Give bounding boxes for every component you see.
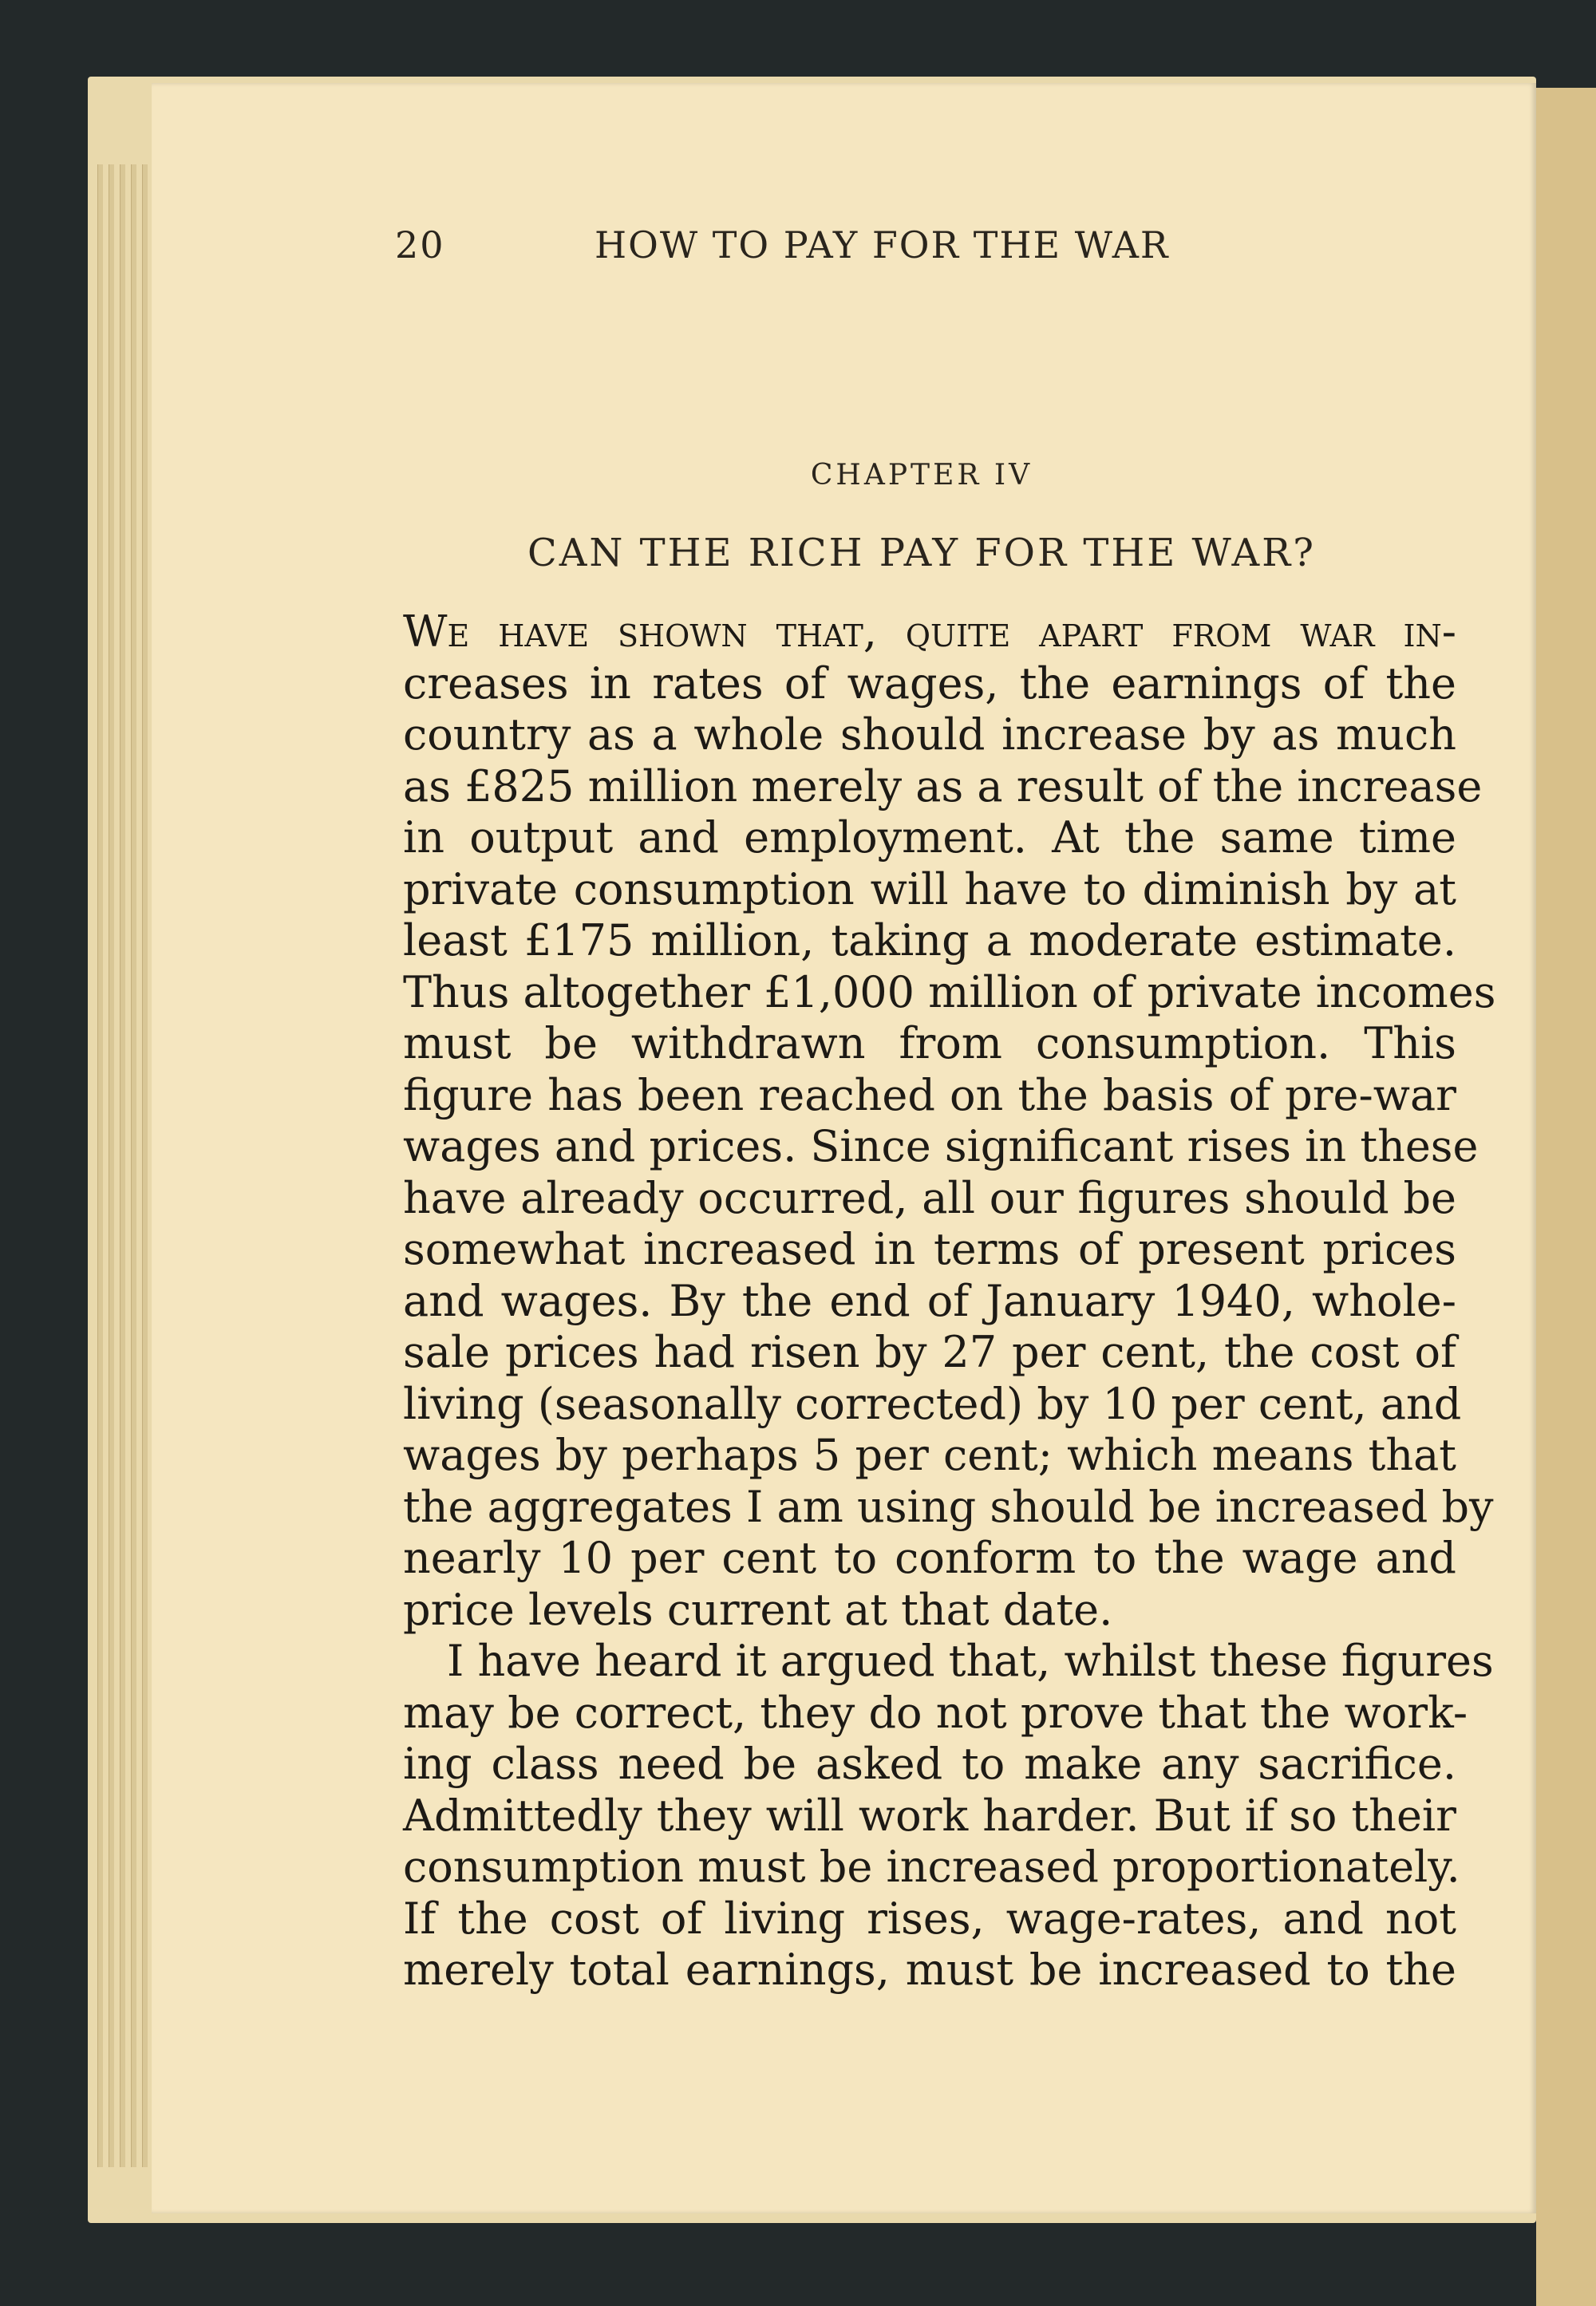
text-line: and wages. By the end of January 1940, whole- (403, 1275, 1456, 1326)
text-line: least £175 million, taking a moderate estimate. (403, 915, 1456, 965)
text-line: as £825 million merely as a result of the increase (403, 760, 1483, 811)
text-line: merely total earnings, must be increased to the (403, 1945, 1456, 1995)
text-line: ing class need be asked to make any sacrifice. (403, 1739, 1456, 1789)
page-edge (142, 164, 148, 2167)
text-line: somewhat increased in terms of present prices (403, 1224, 1456, 1274)
text-line: sale prices had risen by 27 per cent, the cost of (403, 1327, 1456, 1377)
text-line: have already occurred, all our figures should be (403, 1172, 1456, 1223)
text-line: nearly 10 per cent to conform to the wage and (403, 1533, 1456, 1583)
text-line: wages by perhaps 5 per cent; which means that (403, 1430, 1456, 1480)
text-line: the aggregates I am using should be increased by (403, 1481, 1494, 1532)
text-line: in output and employment. At the same time (403, 812, 1456, 863)
facing-page-edge (1536, 88, 1596, 2306)
text-line: living (seasonally corrected) by 10 per cent, and (403, 1378, 1462, 1429)
page-edge (131, 164, 136, 2167)
text-line: price levels current at that date. (403, 1584, 1113, 1635)
text-line: private consumption will have to diminish by at (403, 863, 1456, 914)
body-text (403, 606, 1496, 1996)
text-line: We have shown that, quite apart from war in- (403, 606, 1456, 657)
text-line: consumption must be increased proportionately. (403, 1842, 1460, 1892)
text-line: wages and prices. Since significant rises in these (403, 1121, 1479, 1171)
text-line: may be correct, they do not prove that the work- (403, 1687, 1468, 1738)
text-line: Admittedly they will work harder. But if so their (403, 1790, 1456, 1841)
text-line: must be withdrawn from consumption. This (403, 1018, 1456, 1068)
running-title: HOW TO PAY FOR THE WAR (595, 223, 1170, 267)
page-number: 20 (395, 223, 445, 267)
text-line: figure has been reached on the basis of pre-war (403, 1069, 1456, 1120)
text-line: If the cost of living rises, wage-rates, and not (403, 1893, 1456, 1944)
page-edge (120, 164, 125, 2167)
text-line: Thus altogether £1,000 million of private incomes (403, 966, 1496, 1017)
page-edge (109, 164, 114, 2167)
chapter-label: CHAPTER IV (810, 459, 1033, 492)
text-line: creases in rates of wages, the earnings of the (403, 657, 1456, 709)
page-edge (97, 164, 103, 2167)
text-line: I have heard it argued that, whilst these figures (447, 1636, 1494, 1686)
chapter-title: CAN THE RICH PAY FOR THE WAR? (527, 531, 1317, 575)
text-line: country as a whole should increase by as much (403, 709, 1456, 760)
